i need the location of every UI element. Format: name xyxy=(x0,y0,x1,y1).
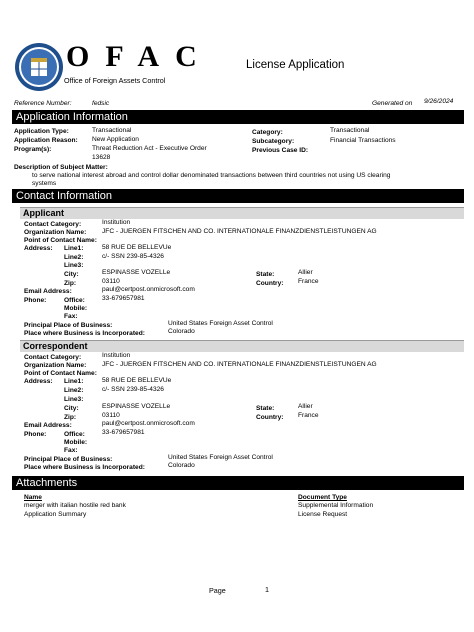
reference-label: Reference Number: xyxy=(14,100,72,107)
applicant-country-label: Country: xyxy=(256,280,284,287)
correspondent-title: Correspondent xyxy=(23,341,88,351)
attachment-type: Supplemental Information xyxy=(298,502,374,509)
generated-label: Generated on xyxy=(372,100,413,107)
applicant-fax-label: Fax: xyxy=(64,313,78,320)
category-label: Category: xyxy=(252,129,283,136)
correspondent-line3-label: Line3: xyxy=(64,396,84,403)
category-value: Transactional xyxy=(330,127,370,134)
application-type-label: Application Type: xyxy=(14,128,69,135)
correspondent-line1-value: 58 RUE DE BELLEVUe xyxy=(102,377,172,384)
application-reason-label: Application Reason: xyxy=(14,137,78,144)
correspondent-org-value: JFC - JUERGEN FITSCHEN AND CO. INTERNATIONALE FINANZDIENSTLEISTUNGEN AG xyxy=(102,361,377,368)
correspondent-subheader xyxy=(20,340,464,352)
previous-case-label: Previous Case ID: xyxy=(252,147,309,154)
correspondent-office-value: 33-679657981 xyxy=(102,429,145,436)
applicant-line3-label: Line3: xyxy=(64,262,84,269)
subcategory-value: Financial Transactions xyxy=(330,137,396,144)
applicant-mobile-label: Mobile: xyxy=(64,305,88,312)
ofac-seal-logo xyxy=(14,42,64,92)
applicant-title: Applicant xyxy=(23,208,65,218)
correspondent-principal-label: Principal Place of Business: xyxy=(24,456,113,463)
attachment-name[interactable]: merger with italian hostile red bank xyxy=(24,502,126,509)
applicant-org-label: Organization Name: xyxy=(24,229,87,236)
correspondent-line2-label: Line2: xyxy=(64,387,84,394)
applicant-email-label: Email Address: xyxy=(24,288,72,295)
correspondent-mobile-label: Mobile: xyxy=(64,439,88,446)
attachments-name-header: Name xyxy=(24,494,42,501)
application-section-header xyxy=(12,110,464,124)
applicant-category-label: Contact Category: xyxy=(24,221,82,228)
applicant-subheader xyxy=(20,207,464,219)
attachments-type-header: Document Type xyxy=(298,494,347,501)
page-title: License Application xyxy=(246,59,345,71)
applicant-line2-label: Line2: xyxy=(64,254,84,261)
seal-icon xyxy=(14,42,64,92)
correspondent-email-label: Email Address: xyxy=(24,422,72,429)
correspondent-fax-label: Fax: xyxy=(64,447,78,454)
applicant-incorporated-label: Place where Business is Incorporated: xyxy=(24,330,145,337)
applicant-poc-label: Point of Contact Name: xyxy=(24,237,97,244)
applicant-line2-value: c/- SSN 239-85-4326 xyxy=(102,253,164,260)
correspondent-zip-value: 03110 xyxy=(102,412,120,419)
generated-value: 9/26/2024 xyxy=(424,98,454,105)
page-label: Page xyxy=(209,586,226,595)
applicant-email-value: paul@certpost.onmicrosoft.com xyxy=(102,286,195,293)
correspondent-incorporated-value: Colorado xyxy=(168,462,195,469)
correspondent-country-value: France xyxy=(298,412,319,419)
programs-value-line-2: 13628 xyxy=(92,154,111,161)
applicant-org-value: JFC - JUERGEN FITSCHEN AND CO. INTERNATIONALE FINANZDIENSTLEISTUNGEN AG xyxy=(102,228,377,235)
attachments-section-header xyxy=(12,476,464,490)
correspondent-state-value: Allier xyxy=(298,403,313,410)
applicant-category-value: Institution xyxy=(102,219,131,226)
application-section-title: Application Information xyxy=(16,111,128,123)
applicant-principal-label: Principal Place of Business: xyxy=(24,322,113,329)
correspondent-principal-value: United States Foreign Asset Control xyxy=(168,454,273,461)
correspondent-phone-label: Phone: xyxy=(24,431,47,438)
page-number: 1 xyxy=(265,585,269,594)
correspondent-poc-label: Point of Contact Name: xyxy=(24,370,97,377)
correspondent-category-value: Institution xyxy=(102,352,131,359)
applicant-incorporated-value: Colorado xyxy=(168,328,195,335)
logo-subtitle: Office of Foreign Assets Control xyxy=(64,76,166,85)
attachment-type: License Request xyxy=(298,511,348,518)
programs-label: Program(s): xyxy=(14,146,52,153)
subcategory-label: Subcategory: xyxy=(252,138,295,145)
subject-matter-line-1: to serve national interest abroad and control dollar denominated transactions between third countries not using US clearing xyxy=(32,172,391,179)
correspondent-office-label: Office: xyxy=(64,431,85,438)
applicant-office-label: Office: xyxy=(64,297,85,304)
correspondent-category-label: Contact Category: xyxy=(24,354,82,361)
correspondent-city-label: City: xyxy=(64,405,79,412)
contact-section-title: Contact Information xyxy=(16,190,112,202)
logo-letters: OFAC xyxy=(66,40,213,73)
attachments-section-title: Attachments xyxy=(16,477,78,489)
applicant-zip-label: Zip: xyxy=(64,280,77,287)
correspondent-org-label: Organization Name: xyxy=(24,362,87,369)
correspondent-city-value: ESPINASSE VOZELLe xyxy=(102,403,171,410)
applicant-principal-value: United States Foreign Asset Control xyxy=(168,320,273,327)
applicant-office-value: 33-679657981 xyxy=(102,295,145,302)
application-reason-value: New Application xyxy=(92,136,139,143)
programs-value-line-1: Threat Reduction Act - Executive Order xyxy=(92,145,207,152)
correspondent-line1-label: Line1: xyxy=(64,378,84,385)
applicant-state-label: State: xyxy=(256,271,275,278)
correspondent-address-label: Address: xyxy=(24,378,53,385)
subject-matter-label: Description of Subject Matter: xyxy=(14,164,108,171)
applicant-country-value: France xyxy=(298,278,319,285)
correspondent-state-label: State: xyxy=(256,405,275,412)
correspondent-zip-label: Zip: xyxy=(64,414,77,421)
correspondent-incorporated-label: Place where Business is Incorporated: xyxy=(24,464,145,471)
correspondent-line2-value: c/- SSN 239-85-4326 xyxy=(102,386,164,393)
correspondent-country-label: Country: xyxy=(256,414,284,421)
applicant-address-label: Address: xyxy=(24,245,53,252)
applicant-line1-label: Line1: xyxy=(64,245,84,252)
applicant-phone-label: Phone: xyxy=(24,297,47,304)
subject-matter-line-2: systems xyxy=(32,180,57,187)
contact-section-header xyxy=(12,189,464,203)
attachment-name[interactable]: Application Summary xyxy=(24,511,87,518)
applicant-line1-value: 58 RUE DE BELLEVUe xyxy=(102,244,172,251)
reference-value: fedsic xyxy=(92,100,110,107)
applicant-zip-value: 03110 xyxy=(102,278,120,285)
application-type-value: Transactional xyxy=(92,127,132,134)
applicant-city-label: City: xyxy=(64,271,79,278)
applicant-city-value: ESPINASSE VOZELLe xyxy=(102,269,171,276)
applicant-state-value: Allier xyxy=(298,269,313,276)
correspondent-email-value: paul@certpost.onmicrosoft.com xyxy=(102,420,195,427)
